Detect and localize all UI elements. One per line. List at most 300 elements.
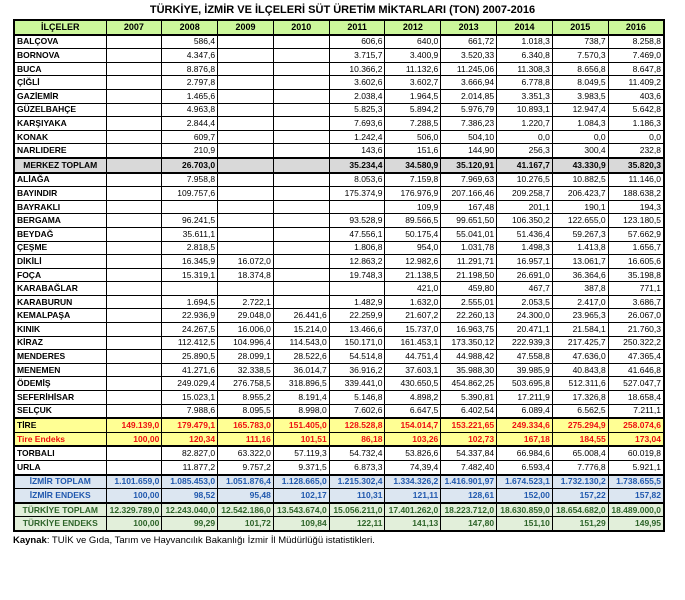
value-cell: 44.751,4 [385,350,441,364]
table-row [14,187,664,201]
value-cell: 6.873,3 [329,461,385,475]
value-cell: 110,31 [329,489,385,503]
value-cell: 421,0 [385,282,441,296]
table-header [14,20,664,35]
row-label: Tire Endeks [14,432,106,446]
value-cell: 6.562,5 [552,404,608,418]
row-label: KONAK [14,130,106,144]
value-cell: 1.674.523,1 [497,475,553,489]
value-cell: 8.876,8 [162,62,218,76]
value-cell [106,282,162,296]
table-row [14,130,664,144]
value-cell: 20.471,1 [497,323,553,337]
value-cell: 5.921,1 [608,461,664,475]
row-label: BALÇOVA [14,35,106,49]
value-cell: 10.276,5 [497,173,553,187]
value-cell: 47.558,8 [497,350,553,364]
value-cell: 167,18 [497,432,553,446]
value-cell: 184,55 [552,432,608,446]
value-cell [218,103,274,117]
value-cell: 101,51 [273,432,329,446]
value-cell [106,241,162,255]
value-cell: 36.014,7 [273,363,329,377]
value-cell: 104.996,4 [218,336,274,350]
value-cell: 24.267,5 [162,323,218,337]
row-label: MENDERES [14,350,106,364]
value-cell: 7.211,1 [608,404,664,418]
value-cell: 954,0 [385,241,441,255]
value-cell: 18.374,8 [218,268,274,282]
value-cell [273,173,329,187]
value-cell: 8.049,5 [552,76,608,90]
table-row [14,241,664,255]
value-cell [218,187,274,201]
table-row [14,282,664,296]
value-cell: 11.409,2 [608,76,664,90]
value-cell: 176.976,9 [385,187,441,201]
table-row [14,255,664,269]
value-cell [106,76,162,90]
value-cell: 3.400,9 [385,49,441,63]
value-cell: 11.308,3 [497,62,553,76]
table-row [14,418,664,432]
value-cell [106,117,162,131]
value-cell: 55.041,01 [441,227,497,241]
table-row [14,391,664,405]
table-row [14,363,664,377]
row-label: ÇEŞME [14,241,106,255]
value-cell: 1.186,3 [608,117,664,131]
table-row [14,76,664,90]
value-cell [106,62,162,76]
value-cell: 26.441,6 [273,309,329,323]
table-row [14,350,664,364]
source-note-label: Kaynak [13,534,47,546]
value-cell: 6.593,4 [497,461,553,475]
table-row [14,446,664,460]
value-cell: 10.893,1 [497,103,553,117]
value-cell: 21.584,1 [552,323,608,337]
value-cell [218,49,274,63]
value-cell [106,295,162,309]
value-cell: 57.662,9 [608,227,664,241]
value-cell: 149,95 [608,517,664,531]
value-cell [106,187,162,201]
row-label: BAYINDIR [14,187,106,201]
value-cell: 3.686,7 [608,295,664,309]
value-cell [106,35,162,49]
value-cell: 22.260,13 [441,309,497,323]
value-cell [273,103,329,117]
value-cell: 7.602,6 [329,404,385,418]
value-cell: 36.916,2 [329,363,385,377]
value-cell: 661,72 [441,35,497,49]
value-cell [329,282,385,296]
value-cell: 1.101.659,0 [106,475,162,489]
value-cell: 21.198,50 [441,268,497,282]
value-cell: 8.656,8 [552,62,608,76]
value-cell: 128.528,8 [329,418,385,432]
value-cell: 1.498,3 [497,241,553,255]
table-row [14,62,664,76]
value-cell: 35.120,91 [441,158,497,173]
value-cell: 1.416.901,97 [441,475,497,489]
value-cell [273,158,329,173]
value-cell: 504,10 [441,130,497,144]
value-cell: 210,9 [162,144,218,158]
value-cell: 506,0 [385,130,441,144]
row-label: KEMALPAŞA [14,309,106,323]
value-cell: 2.844,4 [162,117,218,131]
value-cell: 21.760,3 [608,323,664,337]
value-cell: 1.128.665,0 [273,475,329,489]
value-cell: 13.061,7 [552,255,608,269]
value-cell: 207.166,46 [441,187,497,201]
value-cell: 5.642,8 [608,103,664,117]
table-row [14,309,664,323]
value-cell: 0,0 [552,130,608,144]
value-cell: 15.023,1 [162,391,218,405]
table-row [14,89,664,103]
value-cell: 35.234,4 [329,158,385,173]
table-row [14,517,664,531]
value-cell [218,200,274,214]
value-cell: 1.738.655,5 [608,475,664,489]
value-cell: 122.655,0 [552,214,608,228]
table-row [14,295,664,309]
table-row [14,461,664,475]
value-cell: 258.074,6 [608,418,664,432]
value-cell: 13.466,6 [329,323,385,337]
value-cell [106,255,162,269]
value-cell: 7.693,6 [329,117,385,131]
value-cell: 173.350,12 [441,336,497,350]
value-cell: 57.119,3 [273,446,329,460]
table-row [14,214,664,228]
value-cell: 503.695,8 [497,377,553,391]
row-label: TİRE [14,418,106,432]
value-cell: 2.818,5 [162,241,218,255]
value-cell: 5.390,81 [441,391,497,405]
value-cell: 5.146,8 [329,391,385,405]
value-cell: 149.139,0 [106,418,162,432]
value-cell: 99,29 [162,517,218,531]
value-cell: 5.825,3 [329,103,385,117]
column-header-year: 2007 [106,20,162,35]
value-cell: 12.542.186,0 [218,503,274,517]
value-cell [329,200,385,214]
value-cell: 1.632,0 [385,295,441,309]
value-cell [106,323,162,337]
value-cell: 8.258,8 [608,35,664,49]
value-cell: 35.198,8 [608,268,664,282]
value-cell: 403,6 [608,89,664,103]
value-cell: 54.732,4 [329,446,385,460]
value-cell: 26.691,0 [497,268,553,282]
value-cell: 1.482,9 [329,295,385,309]
value-cell: 9.757,2 [218,461,274,475]
value-cell: 167,48 [441,200,497,214]
value-cell: 21.607,2 [385,309,441,323]
value-cell: 1.732.130,2 [552,475,608,489]
value-cell: 1.031,78 [441,241,497,255]
value-cell [106,214,162,228]
page-title: TÜRKİYE, İZMİR VE İLÇELERİ SÜT ÜRETİM MİKTARLARI (TON) 2007-2016 [149,4,536,16]
row-label: KINIK [14,323,106,337]
value-cell: 54.514,8 [329,350,385,364]
value-cell: 206.423,7 [552,187,608,201]
value-cell [218,282,274,296]
value-cell: 28.099,1 [218,350,274,364]
row-label: BORNOVA [14,49,106,63]
value-cell: 151,10 [497,517,553,531]
value-cell: 37.603,1 [385,363,441,377]
row-label: TORBALI [14,446,106,460]
value-cell: 1.084,3 [552,117,608,131]
value-cell: 2.038,4 [329,89,385,103]
value-cell: 6.340,8 [497,49,553,63]
value-cell: 161.453,1 [385,336,441,350]
value-cell [273,76,329,90]
table-row [14,377,664,391]
value-cell: 36.364,6 [552,268,608,282]
value-cell: 430.650,5 [385,377,441,391]
table-body [14,35,664,531]
value-cell: 232,8 [608,144,664,158]
value-cell: 7.969,63 [441,173,497,187]
value-cell: 114.543,0 [273,336,329,350]
table-row [14,200,664,214]
value-cell: 22.259,9 [329,309,385,323]
value-cell: 11.245,06 [441,62,497,76]
row-label: BEYDAĞ [14,227,106,241]
value-cell: 7.386,23 [441,117,497,131]
value-cell: 0,0 [608,130,664,144]
row-label: KARABURUN [14,295,106,309]
value-cell [273,214,329,228]
value-cell: 106.350,2 [497,214,553,228]
column-header-year: 2008 [162,20,218,35]
value-cell: 194,3 [608,200,664,214]
value-cell: 2.417,0 [552,295,608,309]
value-cell: 16.072,0 [218,255,274,269]
column-header-year: 2013 [441,20,497,35]
value-cell: 82.827,0 [162,446,218,460]
value-cell [162,282,218,296]
value-cell [218,214,274,228]
value-cell [273,200,329,214]
value-cell [106,336,162,350]
value-cell: 24.300,0 [497,309,553,323]
value-cell: 1.051.876,4 [218,475,274,489]
value-cell: 2.722,1 [218,295,274,309]
value-cell: 59.267,3 [552,227,608,241]
value-cell: 640,0 [385,35,441,49]
value-cell: 3.666,94 [441,76,497,90]
value-cell: 1.806,8 [329,241,385,255]
table-row [14,173,664,187]
value-cell: 32.338,5 [218,363,274,377]
row-label: İZMİR ENDEKS [14,489,106,503]
value-cell: 527.047,7 [608,377,664,391]
value-cell: 1.334.326,2 [385,475,441,489]
value-cell: 47.556,1 [329,227,385,241]
table-row [14,336,664,350]
row-label: BAYRAKLI [14,200,106,214]
value-cell [218,158,274,173]
value-cell: 249.334,6 [497,418,553,432]
table-row [14,503,664,517]
value-cell [106,89,162,103]
value-cell [106,130,162,144]
value-cell: 3.351,3 [497,89,553,103]
value-cell: 387,8 [552,282,608,296]
value-cell: 8.191,4 [273,391,329,405]
value-cell [218,130,274,144]
value-cell: 16.605,6 [608,255,664,269]
value-cell: 153.221,65 [441,418,497,432]
value-cell: 6.402,54 [441,404,497,418]
value-cell: 12.947,4 [552,103,608,117]
column-header-year: 2012 [385,20,441,35]
value-cell: 17.326,8 [552,391,608,405]
value-cell: 157,22 [552,489,608,503]
row-label: SEFERİHİSAR [14,391,106,405]
value-cell: 23.965,3 [552,309,608,323]
value-cell: 8.647,8 [608,62,664,76]
row-label: TÜRKİYE TOPLAM [14,503,106,517]
value-cell: 99.651,50 [441,214,497,228]
table-row [14,144,664,158]
value-cell: 8.955,2 [218,391,274,405]
row-label: KİRAZ [14,336,106,350]
value-cell: 4.898,2 [385,391,441,405]
value-cell: 2.014,85 [441,89,497,103]
value-cell: 51.436,4 [497,227,553,241]
value-cell: 144,90 [441,144,497,158]
value-cell: 109,84 [273,517,329,531]
value-cell: 17.211,9 [497,391,553,405]
value-cell [273,255,329,269]
value-cell: 10.882,5 [552,173,608,187]
row-label: BUCA [14,62,106,76]
value-cell: 1.694,5 [162,295,218,309]
value-cell: 121,11 [385,489,441,503]
value-cell [273,62,329,76]
value-cell: 7.958,8 [162,173,218,187]
value-cell: 12.329.789,0 [106,503,162,517]
value-cell [106,200,162,214]
value-cell: 151.405,0 [273,418,329,432]
value-cell: 16.345,9 [162,255,218,269]
value-cell [273,49,329,63]
table-row [14,117,664,131]
value-cell: 60.019,8 [608,446,664,460]
column-header-ilceler: İLÇELER [14,20,106,35]
table-row [14,268,664,282]
value-cell [106,363,162,377]
value-cell: 1.215.302,4 [329,475,385,489]
table-row [14,158,664,173]
value-cell: 1.085.453,0 [162,475,218,489]
value-cell: 1.018,3 [497,35,553,49]
value-cell: 5.894,2 [385,103,441,117]
value-cell: 19.748,3 [329,268,385,282]
value-cell: 35.988,30 [441,363,497,377]
value-cell: 100,00 [106,517,162,531]
value-cell: 98,52 [162,489,218,503]
value-cell: 9.371,5 [273,461,329,475]
value-cell: 190,1 [552,200,608,214]
value-cell: 17.401.262,0 [385,503,441,517]
value-cell: 8.053,6 [329,173,385,187]
value-cell: 6.647,5 [385,404,441,418]
value-cell: 123.180,5 [608,214,664,228]
value-cell: 154.014,7 [385,418,441,432]
value-cell: 93.528,9 [329,214,385,228]
value-cell: 151,6 [385,144,441,158]
value-cell: 100,00 [106,432,162,446]
value-cell: 120,34 [162,432,218,446]
value-cell [106,268,162,282]
value-cell: 35.611,1 [162,227,218,241]
column-header-year: 2009 [218,20,274,35]
column-header-year: 2016 [608,20,664,35]
value-cell [218,144,274,158]
value-cell: 141,13 [385,517,441,531]
source-note-text: : TUİK ve Gıda, Tarım ve Hayvancılık Bakanlığı İzmir İl Müdürlüğü istatistikleri. [46,534,375,546]
row-label: DİKİLİ [14,255,106,269]
value-cell [273,144,329,158]
value-cell: 1.220,7 [497,117,553,131]
value-cell: 16.006,0 [218,323,274,337]
value-cell: 22.936,9 [162,309,218,323]
value-cell [218,89,274,103]
value-cell: 209.258,7 [497,187,553,201]
value-cell: 41.271,6 [162,363,218,377]
value-cell: 11.877,2 [162,461,218,475]
value-cell: 147,80 [441,517,497,531]
value-cell: 6.778,8 [497,76,553,90]
value-cell: 2.053,5 [497,295,553,309]
value-cell [273,282,329,296]
value-cell: 8.998,0 [273,404,329,418]
value-cell: 86,18 [329,432,385,446]
source-note [13,535,685,546]
value-cell [106,309,162,323]
value-cell: 1.413,8 [552,241,608,255]
value-cell: 2.555,01 [441,295,497,309]
value-cell: 109,9 [385,200,441,214]
value-cell: 128,61 [441,489,497,503]
value-cell: 5.976,79 [441,103,497,117]
value-cell: 188.638,2 [608,187,664,201]
value-cell [106,158,162,173]
row-label: İZMİR TOPLAM [14,475,106,489]
value-cell: 7.988,6 [162,404,218,418]
value-cell [106,391,162,405]
value-cell: 15.737,0 [385,323,441,337]
table-row [14,49,664,63]
value-cell: 11.132,6 [385,62,441,76]
value-cell: 74,39,4 [385,461,441,475]
value-cell: 1.656,7 [608,241,664,255]
table-row [14,489,664,503]
milk-production-table [13,19,665,532]
value-cell: 25.890,5 [162,350,218,364]
value-cell: 21.138,5 [385,268,441,282]
value-cell: 771,1 [608,282,664,296]
